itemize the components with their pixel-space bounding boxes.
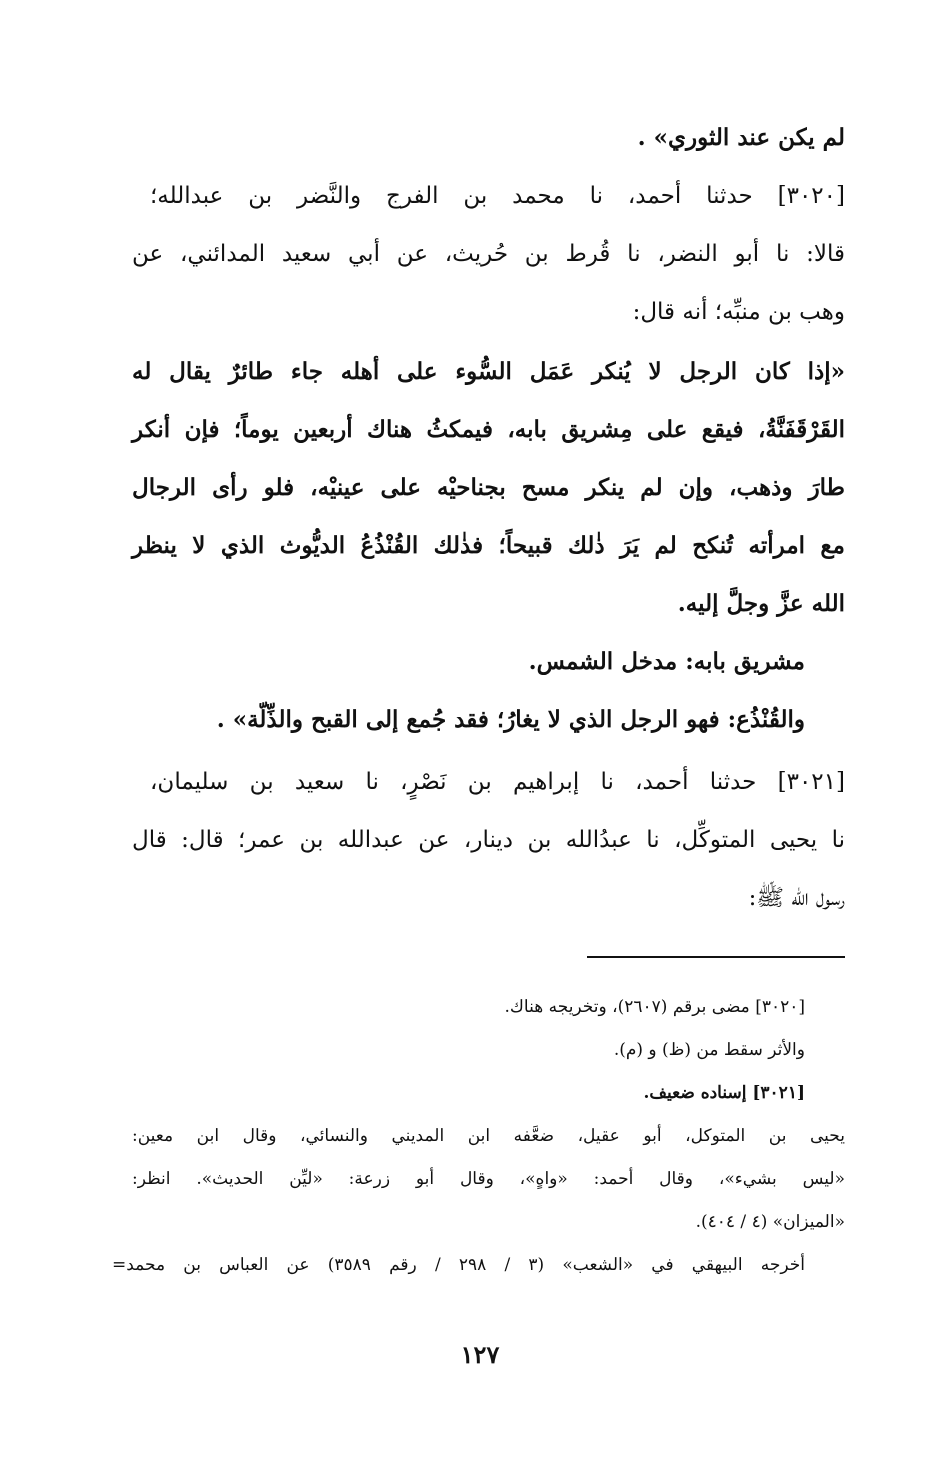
footnote-line-4: يحيى بن المتوكل، أبو عقيل، ضعَّفه ابن المديني والنسائي، وقال ابن معين: xyxy=(132,1126,845,1146)
quote-line-3: طارَ وذهب، وإن لم ينكر مسح بجناحيْه على عينيْه، فلو رأى الرجال xyxy=(132,474,845,501)
hadith-3020-line-2: قالا: نا أبو النضر، نا قُرط بن حُريث، عن أبي سعيد المدائني، عن xyxy=(132,241,845,267)
text-line-1: لم يكن عند الثوري» . xyxy=(637,124,845,151)
hadith-3021-line-1: [٣٠٢١] حدثنا أحمد، نا إبراهيم بن نَصْرٍ، نا سعيد بن سليمان، xyxy=(150,769,845,795)
footnote-separator xyxy=(587,956,845,958)
footnote-line-2: والأثر سقط من (ظ) و (م). xyxy=(613,1040,805,1060)
footnote-line-3: [٣٠٢١] إسناده ضعيف. xyxy=(643,1083,805,1103)
hadith-3020-line-1: [٣٠٢٠] حدثنا أحمد، نا محمد بن الفرج والنَّضر بن عبدالله؛ xyxy=(150,183,845,209)
hadith-3021-line-2: نا يحيى المتوكِّل، نا عبدُالله بن دينار، عن عبدالله بن عمر؛ قال: قال xyxy=(132,827,845,853)
footnote-line-5: «ليس بشيء»، وقال أحمد: «واهٍ»، وقال أبو زرعة: «ليِّن الحديث». انظر: xyxy=(132,1169,845,1189)
quote-line-2: القَرْقَفَنَّةُ، فيقع على مِشريق بابه، فيمكثُ هناك أربعين يوماً؛ فإن أنكر xyxy=(132,416,845,443)
footnote-line-7: أخرجه البيهقي في «الشعب» (٣ / ٢٩٨ / رقم ٣٥٨٩) عن العباس بن محمد= xyxy=(112,1255,805,1275)
hadith-3021-line-3: رسول الله ﷺ: xyxy=(748,885,845,911)
footnote-line-6: «الميزان» (٤ / ٤٠٤). xyxy=(695,1212,845,1232)
quote-line-1: «إذا كان الرجل لا يُنكر عَمَل السُّوء على أهله جاء طائرٌ يقال له xyxy=(132,358,845,385)
gloss-line-2: والقُنْذُع: فهو الرجل الذي لا يغارُ؛ فقد جُمع إلى القبح والذِّلّة» . xyxy=(216,706,805,733)
quote-line-4: مع امرأته تُنكح لم يَرَ ذٰلك قبيحاً؛ فذٰلك القُنْذُعُ الديُّوث الذي لا ينظر xyxy=(132,532,845,559)
quote-line-5: الله عزَّ وجلَّ إليه. xyxy=(677,590,845,617)
gloss-line-1: مشريق بابه: مدخل الشمس. xyxy=(528,648,805,675)
hadith-3020-line-3: وهب بن منبِّه؛ أنه قال: xyxy=(632,299,845,325)
footnote-line-1: [٣٠٢٠] مضى برقم (٢٦٠٧)، وتخريجه هناك. xyxy=(504,997,805,1017)
page-number: ١٢٧ xyxy=(460,1340,500,1369)
